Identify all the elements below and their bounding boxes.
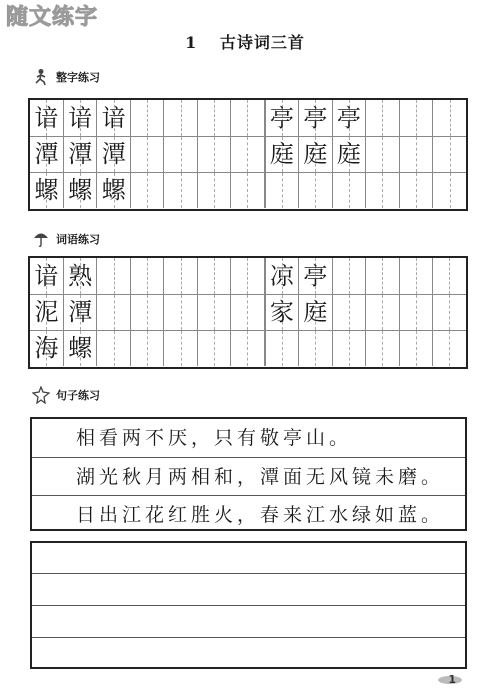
character-character: 庭 xyxy=(336,140,361,168)
character-grid-cell[interactable] xyxy=(399,100,432,136)
word-character: 亭 xyxy=(303,261,328,290)
word-grid-cell[interactable] xyxy=(97,330,130,366)
word-grid-cell[interactable] xyxy=(432,258,466,294)
section-label-characters-text: 整字练习 xyxy=(56,71,100,84)
word-grid-cell[interactable] xyxy=(366,258,399,294)
character-grid-cell[interactable] xyxy=(433,172,466,208)
word-grid-cell[interactable] xyxy=(164,258,197,294)
character-grid-cell[interactable] xyxy=(433,100,466,136)
character-grid-cell[interactable] xyxy=(265,172,298,208)
word-grid-cell[interactable] xyxy=(231,258,264,294)
word-character: 家 xyxy=(269,298,294,326)
section-label-sentences-text: 句子练习 xyxy=(56,389,100,402)
word-grid-cell[interactable] xyxy=(197,258,230,294)
character-grid-cell[interactable] xyxy=(97,136,130,172)
word-character: 凉 xyxy=(269,261,294,290)
word-grid-cell[interactable] xyxy=(231,294,264,330)
character-grid-cell[interactable] xyxy=(63,172,96,208)
character-grid-cell[interactable] xyxy=(366,100,399,136)
word-grid-cell[interactable] xyxy=(197,294,230,330)
word-grid-cell[interactable] xyxy=(332,294,365,330)
word-grid-cell[interactable] xyxy=(432,330,466,366)
character-character: 潭 xyxy=(101,140,126,168)
word-grid-cell[interactable] xyxy=(197,330,230,366)
word-grid-cell[interactable] xyxy=(366,294,399,330)
word-character: 螺 xyxy=(68,334,93,363)
word-grid-cell[interactable] xyxy=(432,294,466,330)
word-grid-cell[interactable] xyxy=(130,330,163,366)
word-grid-cell[interactable] xyxy=(332,258,365,294)
character-character: 潭 xyxy=(34,140,59,168)
word-grid-cell[interactable] xyxy=(63,330,96,366)
writing-practice-box[interactable] xyxy=(30,541,467,669)
word-grid-cell[interactable] xyxy=(332,330,365,366)
character-grid-cell[interactable] xyxy=(164,136,197,172)
word-grid-cell[interactable] xyxy=(63,294,96,330)
sentence-line-1: 相看两不厌，只有敬亭山。 xyxy=(76,427,353,449)
word-grid-cell[interactable] xyxy=(164,330,197,366)
character-grid-cell[interactable] xyxy=(30,100,63,136)
writing-line xyxy=(32,637,465,638)
word-practice-grid xyxy=(28,256,468,369)
character-grid-cell[interactable] xyxy=(265,136,298,172)
character-grid-cell[interactable] xyxy=(130,172,163,208)
character-grid-cell[interactable] xyxy=(97,100,130,136)
writing-line xyxy=(32,605,465,606)
character-grid-cell[interactable] xyxy=(399,136,432,172)
character-grid-cell[interactable] xyxy=(97,172,130,208)
word-grid-cell[interactable] xyxy=(265,258,298,294)
character-grid-cell[interactable] xyxy=(130,100,163,136)
word-grid-cell[interactable] xyxy=(299,294,332,330)
word-character: 潭 xyxy=(68,298,93,326)
word-grid-cell[interactable] xyxy=(30,258,63,294)
lesson-title-row xyxy=(0,30,490,53)
word-grid-cell[interactable] xyxy=(164,294,197,330)
word-grid-cell[interactable] xyxy=(399,330,432,366)
word-grid-cell[interactable] xyxy=(265,330,298,366)
character-grid-cell[interactable] xyxy=(130,136,163,172)
word-grid-cell[interactable] xyxy=(399,258,432,294)
character-character: 亭 xyxy=(336,103,361,132)
character-grid-cell[interactable] xyxy=(332,136,365,172)
word-grid-cell[interactable] xyxy=(299,330,332,366)
word-grid-cell[interactable] xyxy=(30,294,63,330)
character-character: 螺 xyxy=(101,176,126,205)
character-character: 亭 xyxy=(303,103,328,132)
character-grid-cell[interactable] xyxy=(332,100,365,136)
character-character: 螺 xyxy=(34,176,59,205)
word-grid-cell[interactable] xyxy=(97,258,130,294)
word-grid-cell[interactable] xyxy=(366,330,399,366)
lesson-title: 古诗词三首 xyxy=(219,33,305,52)
character-grid-cell[interactable] xyxy=(299,136,332,172)
character-character: 庭 xyxy=(303,140,328,168)
sentence-box xyxy=(30,417,467,531)
sentence-line-2: 湖光秋月两相和，潭面无风镜未磨。 xyxy=(32,457,465,495)
section-label-words xyxy=(32,230,100,248)
character-grid-cell[interactable] xyxy=(299,100,332,136)
character-grid-cell[interactable] xyxy=(197,172,230,208)
header-title: 随文练字 xyxy=(6,5,99,30)
character-character: 螺 xyxy=(68,176,93,205)
character-grid-cell[interactable] xyxy=(30,136,63,172)
sentence-line-3: 日出江花红胜火，春来江水绿如蓝。 xyxy=(32,495,465,533)
character-character: 谙 xyxy=(68,103,93,132)
character-grid-cell[interactable] xyxy=(366,172,399,208)
word-grid-cell[interactable] xyxy=(30,330,63,366)
character-grid-cell[interactable] xyxy=(63,100,96,136)
word-grid-cell[interactable] xyxy=(130,294,163,330)
leaf-icon xyxy=(32,386,50,404)
word-grid-cell[interactable] xyxy=(265,294,298,330)
section-label-sentences xyxy=(32,386,100,404)
word-character: 泥 xyxy=(34,298,59,326)
character-grid-cell[interactable] xyxy=(164,100,197,136)
word-character: 谙 xyxy=(34,261,59,290)
word-grid-cell[interactable] xyxy=(130,258,163,294)
word-grid-cell[interactable] xyxy=(231,330,264,366)
page-number: 1 xyxy=(448,673,456,686)
character-grid-cell[interactable] xyxy=(433,136,466,172)
word-grid-cell[interactable] xyxy=(299,258,332,294)
character-grid-cell[interactable] xyxy=(30,172,63,208)
character-grid-cell[interactable] xyxy=(299,172,332,208)
word-character: 庭 xyxy=(303,298,328,326)
character-practice-grid xyxy=(28,98,468,211)
umbrella-icon xyxy=(32,230,50,248)
character-grid-cell[interactable] xyxy=(231,172,264,208)
word-grid-cell[interactable] xyxy=(97,294,130,330)
word-character: 熟 xyxy=(68,261,93,290)
section-label-words-text: 词语练习 xyxy=(56,233,100,246)
character-grid-cell[interactable] xyxy=(366,136,399,172)
character-grid-cell[interactable] xyxy=(197,100,230,136)
character-character: 谙 xyxy=(101,103,126,132)
lesson-number: 1 xyxy=(185,33,198,52)
character-grid-cell[interactable] xyxy=(399,172,432,208)
character-grid-cell[interactable] xyxy=(231,136,264,172)
runner-icon xyxy=(32,68,50,86)
character-character: 亭 xyxy=(269,103,294,132)
writing-line xyxy=(32,573,465,574)
character-grid-cell[interactable] xyxy=(332,172,365,208)
character-grid-cell[interactable] xyxy=(197,136,230,172)
word-grid-cell[interactable] xyxy=(63,258,96,294)
section-label-characters xyxy=(32,68,100,86)
character-character: 庭 xyxy=(269,140,294,168)
word-character: 海 xyxy=(34,334,59,363)
character-character: 谙 xyxy=(34,103,59,132)
word-grid-cell[interactable] xyxy=(399,294,432,330)
character-grid-cell[interactable] xyxy=(231,100,264,136)
character-grid-cell[interactable] xyxy=(265,100,298,136)
character-grid-cell[interactable] xyxy=(63,136,96,172)
character-character: 潭 xyxy=(68,140,93,168)
character-grid-cell[interactable] xyxy=(164,172,197,208)
